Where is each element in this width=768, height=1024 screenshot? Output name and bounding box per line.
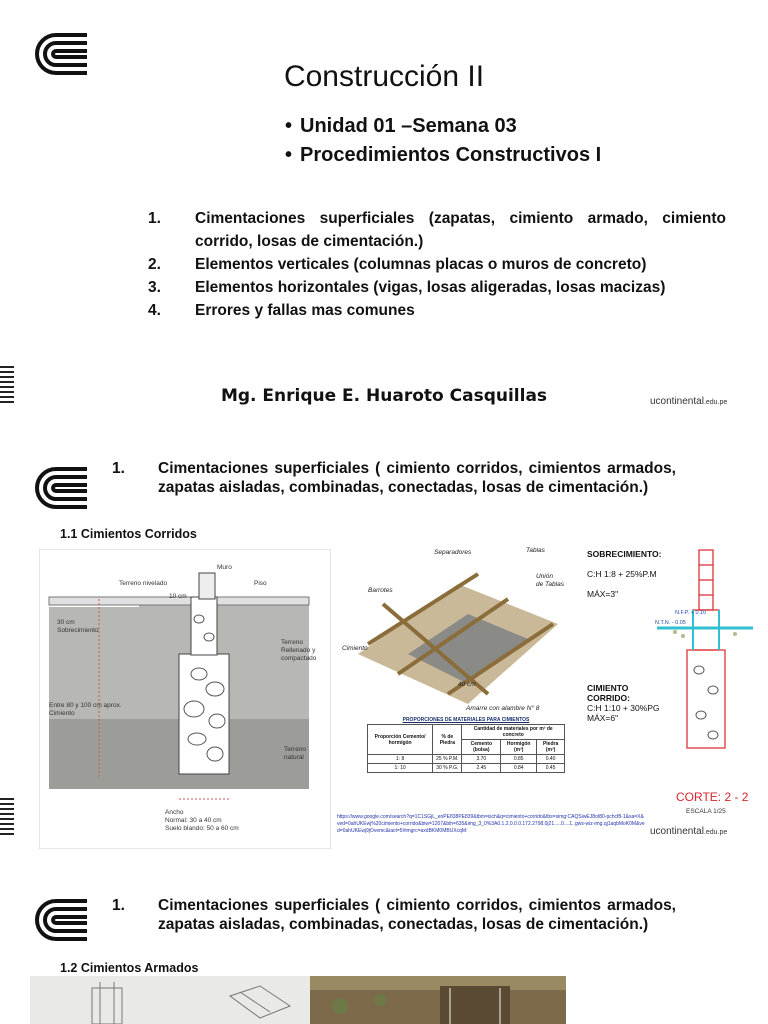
section-heading: [112, 459, 676, 497]
brand-name: ucontinental: [650, 396, 704, 407]
diagram-label-relleno: Terreno Rellenado y compactado: [281, 639, 317, 662]
diagram-label-10cm: 10 cm: [169, 593, 187, 600]
table-header: % de Piedra: [433, 725, 462, 755]
topic-list: [148, 207, 726, 322]
table-header: Proporción Cemento/ hormigón: [368, 725, 433, 755]
diagram-label-sobrecimiento: 30 cm Sobrecimiento: [57, 619, 99, 634]
topic-text: Elementos horizontales (vigas, losas aligeradas, losas macizas): [195, 279, 666, 296]
table-cell: 0.85: [501, 755, 537, 764]
table-cell: 2.45: [462, 764, 501, 773]
table-cell: 0.45: [537, 764, 565, 773]
diagram-label-cimiento: Entre 80 y 100 cm aprox. Cimiento: [49, 702, 122, 717]
diagram-label-natural: Terreno natural: [284, 746, 307, 761]
diagram-label-piso: Piso: [254, 580, 267, 587]
spec-sobre-mix: C:H 1:8 + 25%P.M: [587, 569, 657, 579]
photo-label-ancho: 40 cm: [458, 681, 476, 688]
cimiento-corrido-diagram: [39, 549, 331, 849]
escala-label: ESCALA 1/25: [686, 808, 726, 815]
topic-number: 2.: [148, 256, 161, 273]
table-cell: 25 % P.M.: [433, 755, 462, 764]
topic-text: Elementos verticales (columnas placas o muros de concreto): [195, 256, 647, 273]
proportions-table: [367, 716, 565, 773]
table-header: Hormigón (m³): [501, 740, 537, 755]
section-number: 1.: [112, 897, 125, 914]
section-number: 1.: [112, 460, 125, 477]
spec-cim-mix: C:H 1:10 + 30%PG: [587, 703, 660, 713]
corte-label: CORTE: 2 - 2: [676, 790, 749, 804]
spec-sobrecimiento: [587, 549, 661, 599]
photo-label-union: Unión de Tablas: [536, 573, 564, 588]
encofrado-illustration: [338, 544, 568, 716]
spec-cim-title: CIMIENTO CORRIDO:: [587, 683, 630, 703]
topic-number: 1.: [148, 210, 161, 227]
brand-suffix: .edu.pe: [703, 399, 728, 406]
institution-logo-icon: [34, 466, 90, 510]
subsection-title: 1.2 Cimientos Armados: [60, 961, 199, 975]
table-header: Piedra (m³): [537, 740, 565, 755]
table-row: [368, 764, 565, 773]
photo-label-tablas: Tablas: [526, 547, 545, 554]
table-cell: 0.40: [537, 755, 565, 764]
institution-logo-icon: [34, 898, 90, 942]
bullet-procedimientos: • Procedimientos Constructivos I: [285, 144, 602, 166]
diagram-label-muro: Muro: [217, 564, 232, 571]
table-header: Cantidad de materiales por m³ de concreto: [462, 725, 565, 740]
topic-item: [148, 299, 726, 322]
brand-logo: [650, 826, 727, 837]
table-header: Cemento (bolsa): [462, 740, 501, 755]
slide-title: [0, 0, 768, 430]
spec-cimiento: [587, 683, 660, 723]
topic-item: [148, 253, 726, 276]
section-text: Cimentaciones superficiales ( cimiento corridos, cimientos armados, zapatas aisladas, combinadas, conectadas, losas de cimentación.): [158, 897, 676, 933]
section-label-ntn: N.T.N. - 0.05: [655, 620, 686, 626]
table-cell: 30 % P.G.: [433, 764, 462, 773]
table-cell: 1: 8: [368, 755, 433, 764]
topic-item: [148, 276, 726, 299]
photo-label-separadores: Separadores: [434, 549, 472, 556]
excavation-photo: [310, 976, 566, 1024]
diagram-label-ancho: Ancho Normal: 30 a 40 cm Suelo blando: 50 a 60 cm: [165, 809, 239, 832]
table-cell: 1: 10: [368, 764, 433, 773]
photo-label-cimiento: Cimiento: [342, 645, 368, 652]
topic-text: Errores y fallas mas comunes: [195, 302, 415, 319]
section-heading: [112, 896, 676, 934]
spec-cim-max: MÁX=6": [587, 713, 619, 723]
table-row: [368, 755, 565, 764]
subsection-title: 1.1 Cimientos Corridos: [60, 527, 197, 541]
photo-label-amarre: Amarre con alambre N° 8: [466, 705, 540, 712]
topic-number: 3.: [148, 279, 161, 296]
slide-cimientos-corridos: [0, 440, 768, 860]
slide-cimientos-armados: [0, 872, 768, 1024]
section-text: Cimentaciones superficiales ( cimiento corridos, cimientos armados, zapatas aisladas, combinadas, conectadas, losas de cimentación.): [158, 460, 676, 496]
table-caption: PROPORCIONES DE MATERIALES PARA CIMIENTOS: [402, 717, 530, 723]
bullet-unidad: • Unidad 01 –Semana 03: [285, 115, 517, 137]
side-stripes-icon: [0, 798, 14, 838]
bullet-unidad-text: Unidad 01 –Semana 03: [300, 115, 517, 137]
brand-suffix: .edu.pe: [703, 829, 728, 836]
image-source-link[interactable]: https://www.google.com/search?q=1C1SGjL_enPE838PE839&tbm=isch&q=cimiento+corrido&tbs=simg:CAQSiwEJ8ot80-pchcf8-1&sa=X&ved=0ahUKEwj%20cimiento+corrido&biw=1207&bih=635&img_3_0%3A0.1.2.0.0.0.172.2798.0j21.....0....1..gws-wiz-img.qj1aqbMoK0M&ved=0ahUKEwj9jOvemc&iact=5#imgrc=axdBKM0MBUXcqM:: [337, 814, 645, 834]
topic-text: Cimentaciones superficiales (zapatas, cimiento armado, cimiento corrido, losas de cimentación.): [195, 210, 726, 250]
corte-section-drawing: [655, 540, 755, 760]
brand-name: ucontinental: [650, 826, 704, 837]
author-name: Mg. Enrique E. Huaroto Casquillas: [220, 386, 548, 406]
rebar-cage-sketch: [30, 976, 310, 1024]
table-cell: 0.84: [501, 764, 537, 773]
brand-logo: [650, 396, 727, 407]
spec-sobre-max: MÁX=3": [587, 589, 619, 599]
spec-sobre-title: SOBRECIMIENTO:: [587, 549, 662, 559]
topic-number: 4.: [148, 302, 161, 319]
photo-label-barrotes: Barrotes: [368, 587, 393, 594]
table-cell: 3.70: [462, 755, 501, 764]
page-title: Construcción II: [283, 60, 485, 93]
section-label-nfp: N.F.P. + 0.10: [675, 610, 707, 616]
diagram-label-terreno-nivelado: Terreno nivelado: [119, 580, 168, 587]
topic-item: [148, 207, 726, 253]
bullet-procedimientos-text: Procedimientos Constructivos I: [300, 144, 602, 166]
